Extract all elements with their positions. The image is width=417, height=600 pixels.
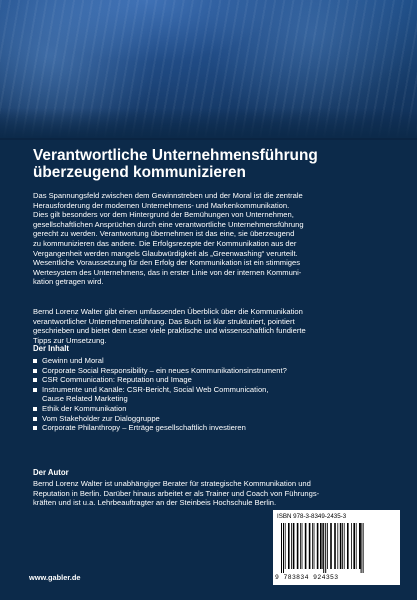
barcode-bar — [291, 523, 292, 569]
publisher-website: www.gabler.de — [29, 573, 81, 582]
barcode-bar — [300, 523, 301, 569]
summary-line: Bernd Lorenz Walter gibt einen umfassenden Überblick über die Kommunikation — [33, 307, 303, 316]
barcode-bar — [322, 523, 323, 569]
barcode-bar — [361, 523, 362, 573]
barcode-bar — [293, 523, 295, 569]
contents-heading: Der Inhalt — [33, 344, 69, 353]
summary-line: geschrieben und bietet dem Leser viele praktische und wissenschaftlich fundierte — [33, 326, 306, 336]
barcode-bar — [353, 523, 355, 569]
barcode-bar — [314, 523, 315, 569]
intro-line: Dies gilt besonders vor dem Hintergrund der Bemühungen von Unternehmen, — [33, 210, 294, 220]
list-item — [33, 385, 287, 404]
header-image-band — [0, 0, 417, 138]
intro-line: kation getragen wird. — [33, 277, 104, 287]
barcode-bar — [283, 523, 284, 573]
barcode-bar — [317, 523, 319, 569]
intro-line: Das Spannungsfeld zwischen dem Gewinnstreben und der Moral ist die zentrale — [33, 191, 303, 200]
barcode — [279, 523, 395, 573]
intro-paragraph — [33, 191, 403, 287]
list-item: Corporate Philanthropy – Erträge gesellschaftlich investieren — [33, 423, 287, 433]
barcode-bar — [337, 523, 338, 569]
barcode-bar — [323, 523, 324, 573]
intro-line: gerecht zu werden. Verantwortung übernehmen ist das eine, sie überzeugend — [33, 229, 295, 239]
intro-line: Herausforderung der modernen Unternehmens- und Markenkommunikation. — [33, 200, 290, 210]
barcode-bar — [325, 523, 326, 573]
barcode-bar — [297, 523, 299, 569]
list-item: Vom Stakeholder zur Dialoggruppe — [33, 414, 287, 424]
barcode-bar — [320, 523, 322, 569]
summary-line: verantwortlicher Unternehmensführung. Das Buch ist klar strukturiert, pointiert — [33, 316, 295, 326]
barcode-bar — [281, 523, 282, 573]
barcode-bar — [327, 523, 328, 569]
barcode-bar — [344, 523, 345, 569]
barcode-bar — [334, 523, 336, 569]
barcode-bar — [285, 523, 286, 569]
author-heading: Der Autor — [33, 468, 69, 477]
barcode-bar — [330, 523, 332, 569]
book-title-line-2: überzeugend kommunizieren — [33, 164, 246, 181]
barcode-bar — [288, 523, 290, 569]
barcode-bar — [312, 523, 313, 569]
list-item: Gewinn und Moral — [33, 356, 287, 366]
book-title-line-1: Verantwortliche Unternehmensführung — [33, 147, 318, 164]
intro-line: Vergangenheit werden mangels Glaubwürdigkeit als „Greenwashing“ verurteilt. — [33, 248, 298, 258]
barcode-bar — [363, 523, 364, 573]
contents-list — [33, 356, 287, 433]
divider — [0, 138, 417, 140]
author-line: Bernd Lorenz Walter ist unabhängiger Berater für strategische Kommunikation und — [33, 479, 311, 488]
intro-line: Wesentliche Voraussetzung für den Erfolg der Kommunikation ist ein stimmiges — [33, 258, 301, 268]
intro-line: zu kommunizieren das andere. Die Erfolgsrezepte der Kommunikation aus der — [33, 238, 297, 248]
barcode-number: 9 783834 924353 — [275, 574, 339, 581]
barcode-bar — [351, 523, 352, 569]
barcode-bar — [359, 523, 361, 569]
isbn-barcode-box — [273, 510, 400, 585]
isbn-text: ISBN 978-3-8349-2435-3 — [277, 513, 347, 520]
list-item-text: Cause Related Marketing — [42, 394, 128, 404]
author-paragraph — [33, 479, 403, 508]
intro-line: gesellschaftlichen Ansprüchen durch eine verantwortliche Unternehmensführung — [33, 219, 304, 229]
author-line: kräften und ist u.a. Lehrbeauftragter an der Steinbeis Hochschule Berlin. — [33, 498, 277, 508]
barcode-bar — [342, 523, 343, 569]
list-item: CSR Communication: Reputation und Image — [33, 375, 287, 385]
author-line: Reputation in Berlin. Darüber hinaus arbeitet er als Trainer und Coach von Führungs- — [33, 488, 320, 498]
list-item: Ethik der Kommunikation — [33, 404, 287, 414]
list-item: Corporate Social Responsibility – ein neues Kommunikationsinstrument? — [33, 366, 287, 376]
barcode-bar — [356, 523, 357, 569]
barcode-bar — [340, 523, 342, 569]
barcode-bar — [347, 523, 349, 569]
summary-line: Tipps zur Umsetzung. — [33, 335, 107, 345]
barcode-bar — [305, 523, 307, 569]
barcode-bar — [309, 523, 311, 569]
intro-line: Wertesystem des Unternehmens, das in erster Linie von der internen Kommuni- — [33, 267, 302, 277]
barcode-bar — [302, 523, 303, 569]
list-item-text: Instrumente und Kanäle: CSR-Bericht, Social Web Communication, — [42, 384, 269, 394]
book-title — [33, 147, 393, 181]
summary-paragraph — [33, 307, 403, 345]
